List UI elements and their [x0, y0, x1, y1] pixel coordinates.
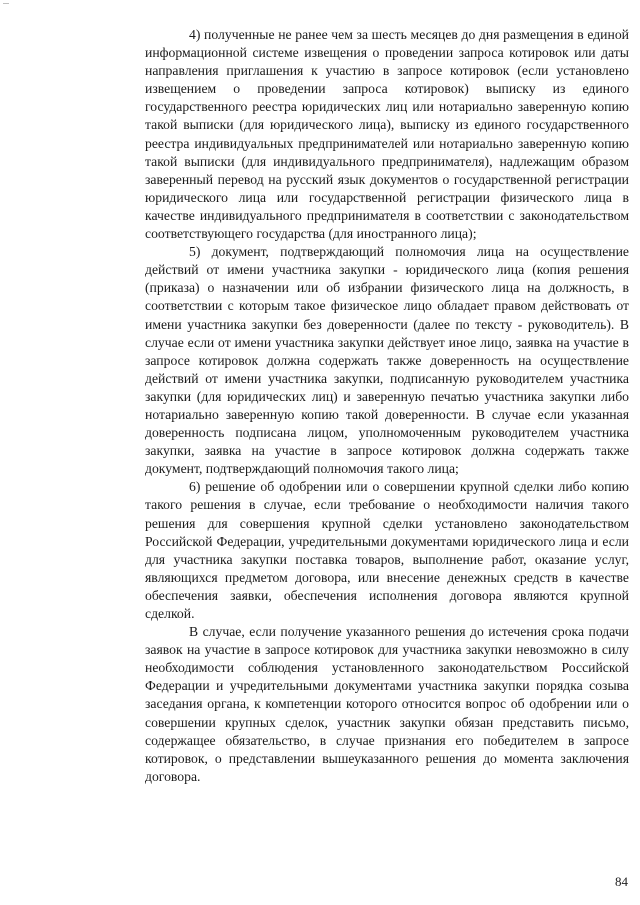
- paragraph-large-deal-note: В случае, если получение указанного решения до истечения срока подачи заявок на участие в запросе котировок для участника закупки невозможно в силу необходимости соблюдения установленного законодательством Российской Федерации и учредительными документами участника закупки порядка созыва заседания органа, к компетенции которого относится вопрос об одобрении или о совершении крупных сделок, участник закупки обязан представить письмо, содержащее обязательство, в случае признания его победителем в запросе котировок, о представлении вышеуказанного решения до момента заключения договора.: [145, 624, 629, 784]
- paragraph-item-4: 4) полученные не ранее чем за шесть месяцев до дня размещения в единой информационной системе извещения о проведении запроса котировок или даты направления приглашения к участию в запросе котировок (если установлено извещением о проведении запроса котировок) выписку из единого государственного реестра юридических лиц или нотариально заверенную копию такой выписки (для юридического лица), выписку из единого государственного реестра индивидуальных предпринимателей или нотариально заверенную копию такой выписки (для индивидуального предпринимателя), надлежащим образом заверенный перевод на русский язык документов о государственной регистрации юридического лица или государственной регистрации физического лица в качестве индивидуального предпринимателя в соответствии с законодательством соответствующего государства (для иностранного лица);: [145, 27, 629, 242]
- scan-mark: [3, 3, 9, 4]
- paragraph-item-6: 6) решение об одобрении или о совершении крупной сделки либо копию такого решения в случае, если требование о необходимости наличия такого решения для совершения крупной сделки установлено законодательством Российской Федерации, учредительными документами юридического лица и если для участника закупки поставка товаров, выполнение работ, оказание услуг, являющихся предметом договора, или внесение денежных средств в качестве обеспечения заявки, обеспечения исполнения договора являются крупной сделкой.: [145, 479, 629, 621]
- paragraph-item-5: 5) документ, подтверждающий полномочия лица на осуществление действий от имени участника закупки - юридического лица (копия решения (приказа) о назначении или об избрании физического лица на должность, в соответствии с которым такое физическое лицо обладает правом действовать от имени участника закупки без доверенности (далее по тексту - руководитель). В случае если от имени участника закупки действует иное лицо, заявка на участие в запросе котировок должна содержать также доверенность на осуществление действий от имени участника закупки, подписанную руководителем участника закупки (для юридических лиц) и заверенную печатью участника закупки либо нотариально заверенную копию такой доверенности. В случае если указанная доверенность подписана лицом, уполномоченным руководителем участника закупки, заявка на участие в запросе котировок должна содержать также документ, подтверждающий полномочия такого лица;: [145, 244, 629, 477]
- document-body: [145, 26, 629, 786]
- page-number: 84: [615, 874, 628, 889]
